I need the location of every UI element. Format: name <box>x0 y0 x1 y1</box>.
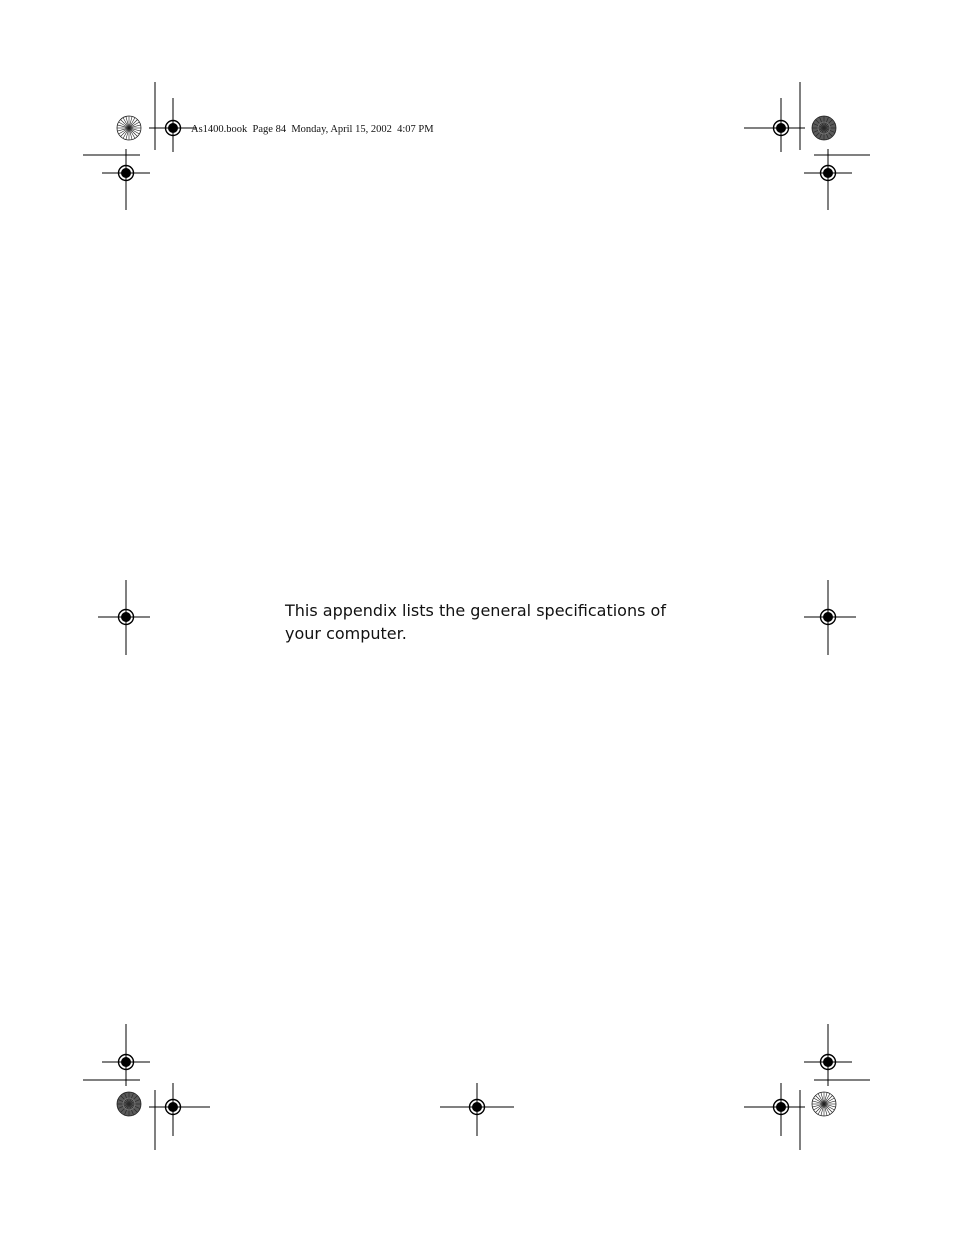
intro-paragraph <box>285 599 666 645</box>
starburst-dark-icon <box>117 1092 141 1116</box>
intro-line-2: your computer. <box>285 624 407 643</box>
starburst-light-icon <box>117 116 141 140</box>
intro-line-1: This appendix lists the general specifications of <box>285 601 666 620</box>
starburst-dark-icon <box>812 116 836 140</box>
starburst-light-icon <box>812 1092 836 1116</box>
print-slug-line: As1400.book Page 84 Monday, April 15, 2002 4:07 PM <box>191 124 434 135</box>
